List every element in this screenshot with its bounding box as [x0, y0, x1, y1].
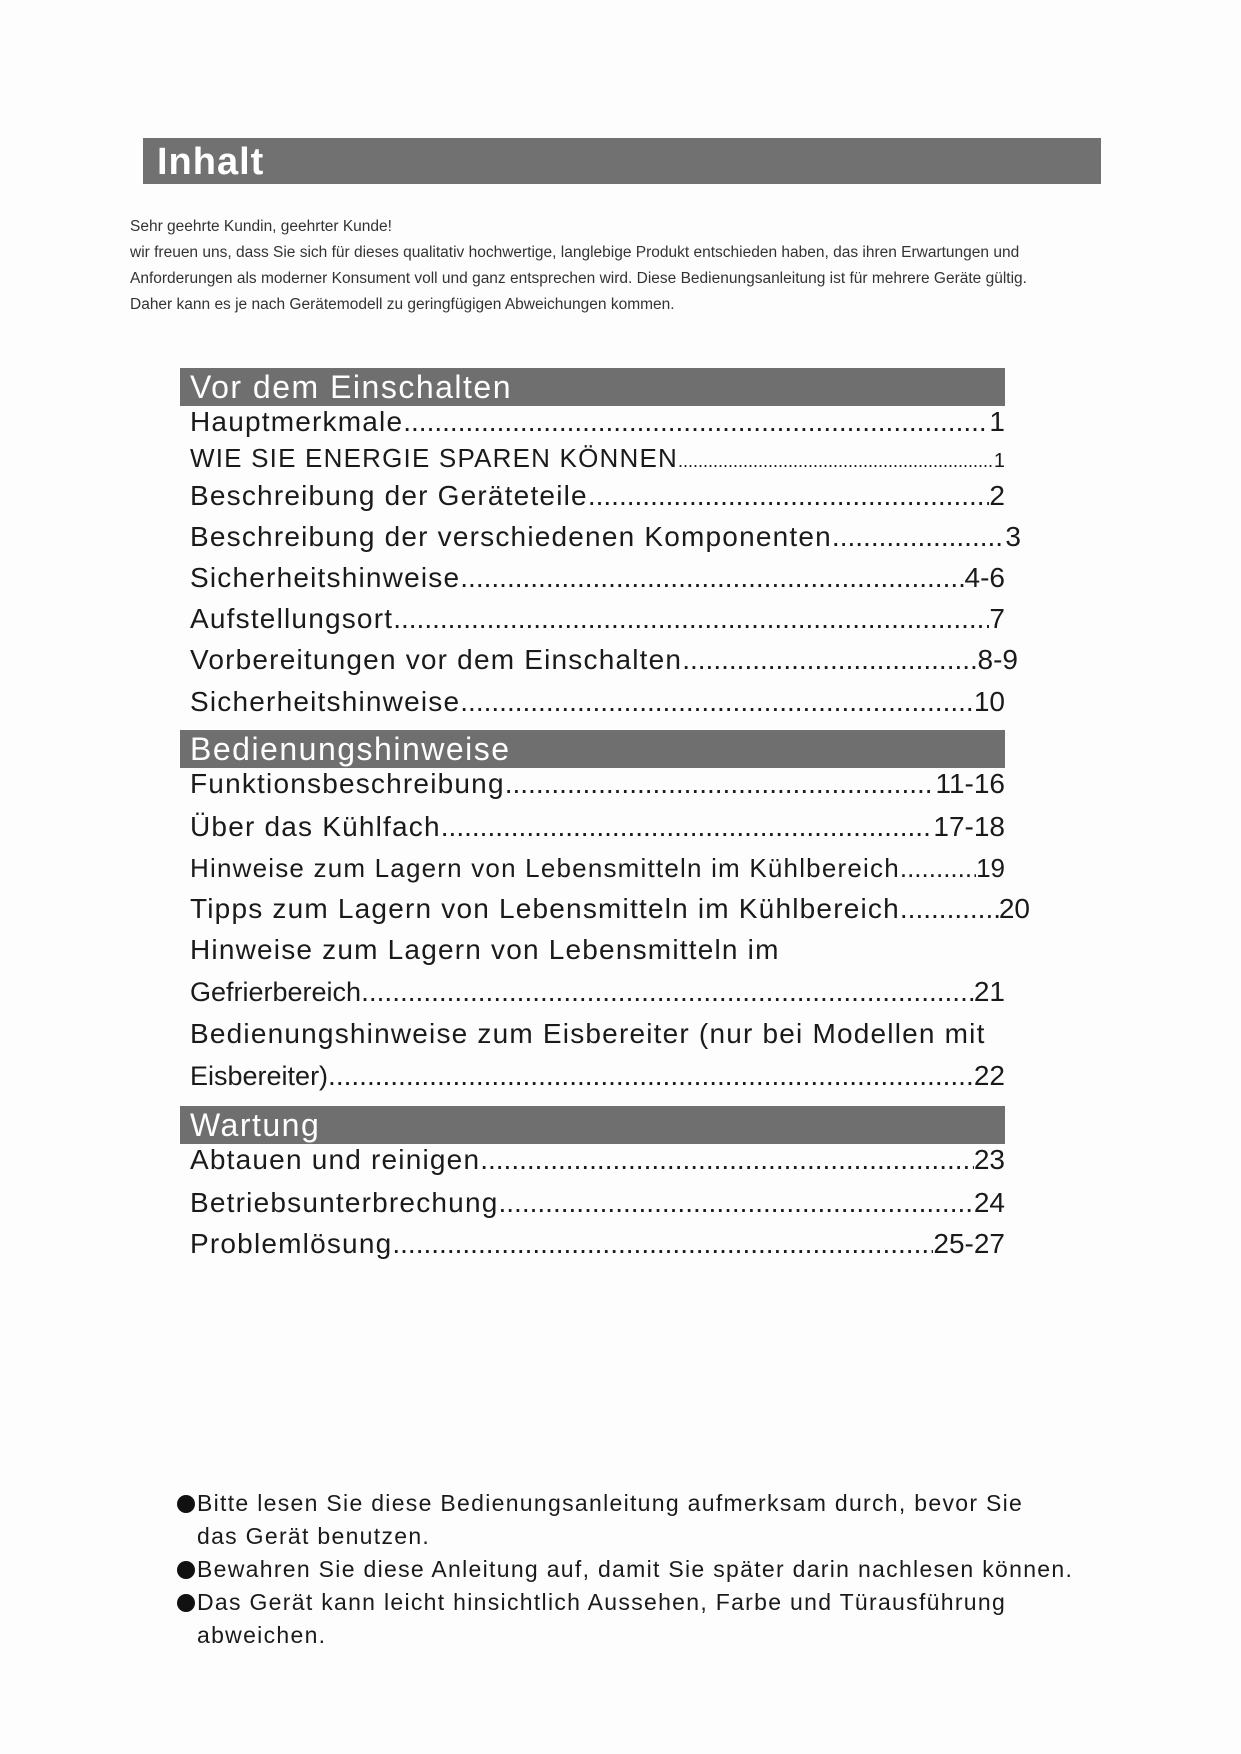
toc-entry-page: 3 [1005, 521, 1021, 552]
toc-entry-page: 8-9 [977, 644, 1018, 675]
toc-entry[interactable] [180, 480, 1005, 521]
toc-dot-leader [480, 1144, 974, 1176]
toc-entry[interactable] [180, 686, 1005, 726]
section-heading-label: Vor dem Einschalten [190, 369, 512, 405]
toc-dot-leader [460, 562, 964, 594]
section-heading-label: Wartung [190, 1107, 321, 1143]
note-line: Bitte lesen Sie diese Bedienungsanleitung aufmerksam durch, bevor Sie [197, 1490, 1024, 1516]
toc-entry-page: 7 [989, 603, 1005, 634]
toc-entry[interactable] [180, 1187, 1005, 1228]
intro-line: wir freuen uns, dass Sie sich für dieses qualitativ hochwertige, langlebige Produkt entschieden haben, das ihren Erwartungen und [130, 244, 1020, 261]
toc-entry-title: Vorbereitungen vor dem Einschalten [190, 644, 683, 675]
toc-entry[interactable] [180, 521, 1021, 562]
toc-entry-page: 24 [973, 1187, 1005, 1218]
toc-dot-leader [393, 603, 989, 635]
toc-entry-page: 2 [989, 480, 1005, 511]
toc-entry[interactable] [180, 644, 1018, 686]
intro-line: Anforderungen als moderner Konsument voll und ganz entsprechen wird. Diese Bedienungsanleitung ist für mehrere Geräte gültig. [130, 270, 1027, 287]
intro-line: Daher kann es je nach Gerätemodell zu geringfügigen Abweichungen kommen. [130, 296, 675, 313]
toc-entry[interactable] [180, 1060, 1005, 1101]
toc-entry-title: Über das Kühlfach [190, 811, 441, 842]
note-text [197, 1487, 1137, 1553]
toc-dot-leader [678, 451, 994, 472]
note-item [177, 1487, 1137, 1553]
toc-entry[interactable] [180, 443, 1005, 480]
note-item [177, 1553, 1137, 1586]
toc-entry-title: Sicherheitshinweise [190, 562, 461, 593]
title-bar [143, 138, 1101, 184]
toc-dot-leader [900, 893, 999, 925]
toc-entry-page: 23 [973, 1144, 1005, 1175]
toc-entry-title: Problemlösung [190, 1228, 393, 1259]
note-text [197, 1586, 1137, 1652]
toc-entry-page: 22 [973, 1060, 1005, 1091]
toc-entry[interactable] [180, 406, 1005, 443]
toc-dot-leader [441, 811, 934, 843]
note-line: Das Gerät kann leicht hinsichtlich Aussehen, Farbe und Türausführung [197, 1589, 1007, 1615]
toc-dot-leader [403, 406, 989, 438]
toc-entry[interactable] [180, 603, 1005, 644]
toc-dot-leader [588, 480, 990, 512]
note-line: abweichen. [197, 1622, 327, 1648]
section-heading-bedienungshinweise [180, 730, 1005, 768]
toc-entry-title: Hinweise zum Lagern von Lebensmitteln im Kühlbereich [190, 853, 900, 883]
toc-entry-page: 1 [989, 406, 1005, 437]
section-heading-label: Bedienungshinweise [190, 731, 511, 767]
note-line: das Gerät benutzen. [197, 1523, 431, 1549]
toc-dot-leader [682, 644, 977, 676]
toc-dot-leader [499, 1187, 974, 1219]
section-heading-vor-dem-einschalten [180, 368, 1005, 406]
toc-entry[interactable] [180, 768, 1005, 811]
note-item [177, 1586, 1137, 1652]
toc-entry-first-line: Hinweise zum Lagern von Lebensmitteln im [190, 934, 780, 965]
notes [177, 1487, 1137, 1652]
toc-entry[interactable] [180, 1144, 1005, 1187]
bullet-icon [177, 1594, 195, 1612]
page-title: Inhalt [157, 141, 265, 183]
toc-entry-title: Sicherheitshinweise [190, 686, 461, 717]
toc-entry-title: Beschreibung der Geräteteile [190, 480, 588, 511]
toc-entry[interactable] [180, 893, 1030, 934]
toc-entry[interactable] [180, 853, 1005, 893]
toc-entry-page: 1 [993, 450, 1005, 472]
toc-entry-first-line: Bedienungshinweise zum Eisbereiter (nur bei Modellen mit [190, 1018, 986, 1049]
toc-entry-title: Funktionsbeschreibung [190, 768, 505, 799]
toc-entry-title: Eisbereiter) [190, 1061, 329, 1091]
toc-entry-page: 17-18 [933, 811, 1005, 842]
toc-entry-title: Betriebsunterbrechung [190, 1187, 499, 1218]
bullet-icon [177, 1561, 195, 1579]
toc-dot-leader [832, 521, 1006, 553]
toc-entry-page: 20 [998, 893, 1030, 924]
intro-line: Sehr geehrte Kundin, geehrter Kunde! [130, 218, 392, 235]
toc-dot-leader [900, 853, 976, 884]
toc-entry-title: Tipps zum Lagern von Lebensmitteln im Kühlbereich [190, 893, 900, 924]
toc-dot-leader [505, 768, 936, 800]
toc-entry-title: Aufstellungsort [190, 603, 394, 634]
toc-entry-page: 4-6 [964, 562, 1005, 593]
toc-entry-title: Hauptmerkmale [190, 406, 404, 437]
toc-entry[interactable] [180, 562, 1005, 603]
toc-entry-title: Beschreibung der verschiedenen Komponenten [190, 521, 832, 552]
toc-entry-title: Gefrierbereich [190, 977, 362, 1007]
toc-entry-page: 21 [973, 976, 1005, 1007]
note-line: Bewahren Sie diese Anleitung auf, damit Sie später darin nachlesen können. [197, 1556, 1074, 1582]
toc-entry[interactable] [180, 1228, 1005, 1269]
toc-dot-leader [361, 976, 974, 1008]
toc-entry-page: 25-27 [933, 1228, 1005, 1259]
toc-dot-leader [328, 1060, 974, 1092]
toc-entry[interactable] [180, 811, 1005, 853]
toc-entry-page: 11-16 [935, 768, 1005, 799]
toc-entry-title: WIE SIE ENERGIE SPAREN KÖNNEN [190, 443, 678, 473]
bullet-icon [177, 1495, 195, 1513]
table-of-contents [180, 368, 1030, 1269]
toc-dot-leader [392, 1228, 933, 1260]
toc-entry-title: Abtauen und reinigen [190, 1144, 481, 1175]
toc-entry[interactable] [180, 976, 1005, 1018]
toc-entry-page: 19 [976, 853, 1005, 883]
toc-dot-leader [460, 686, 974, 718]
toc-entry-page: 10 [973, 686, 1005, 717]
intro-text [130, 214, 1130, 318]
section-heading-wartung [180, 1106, 1005, 1144]
note-text [197, 1553, 1137, 1586]
